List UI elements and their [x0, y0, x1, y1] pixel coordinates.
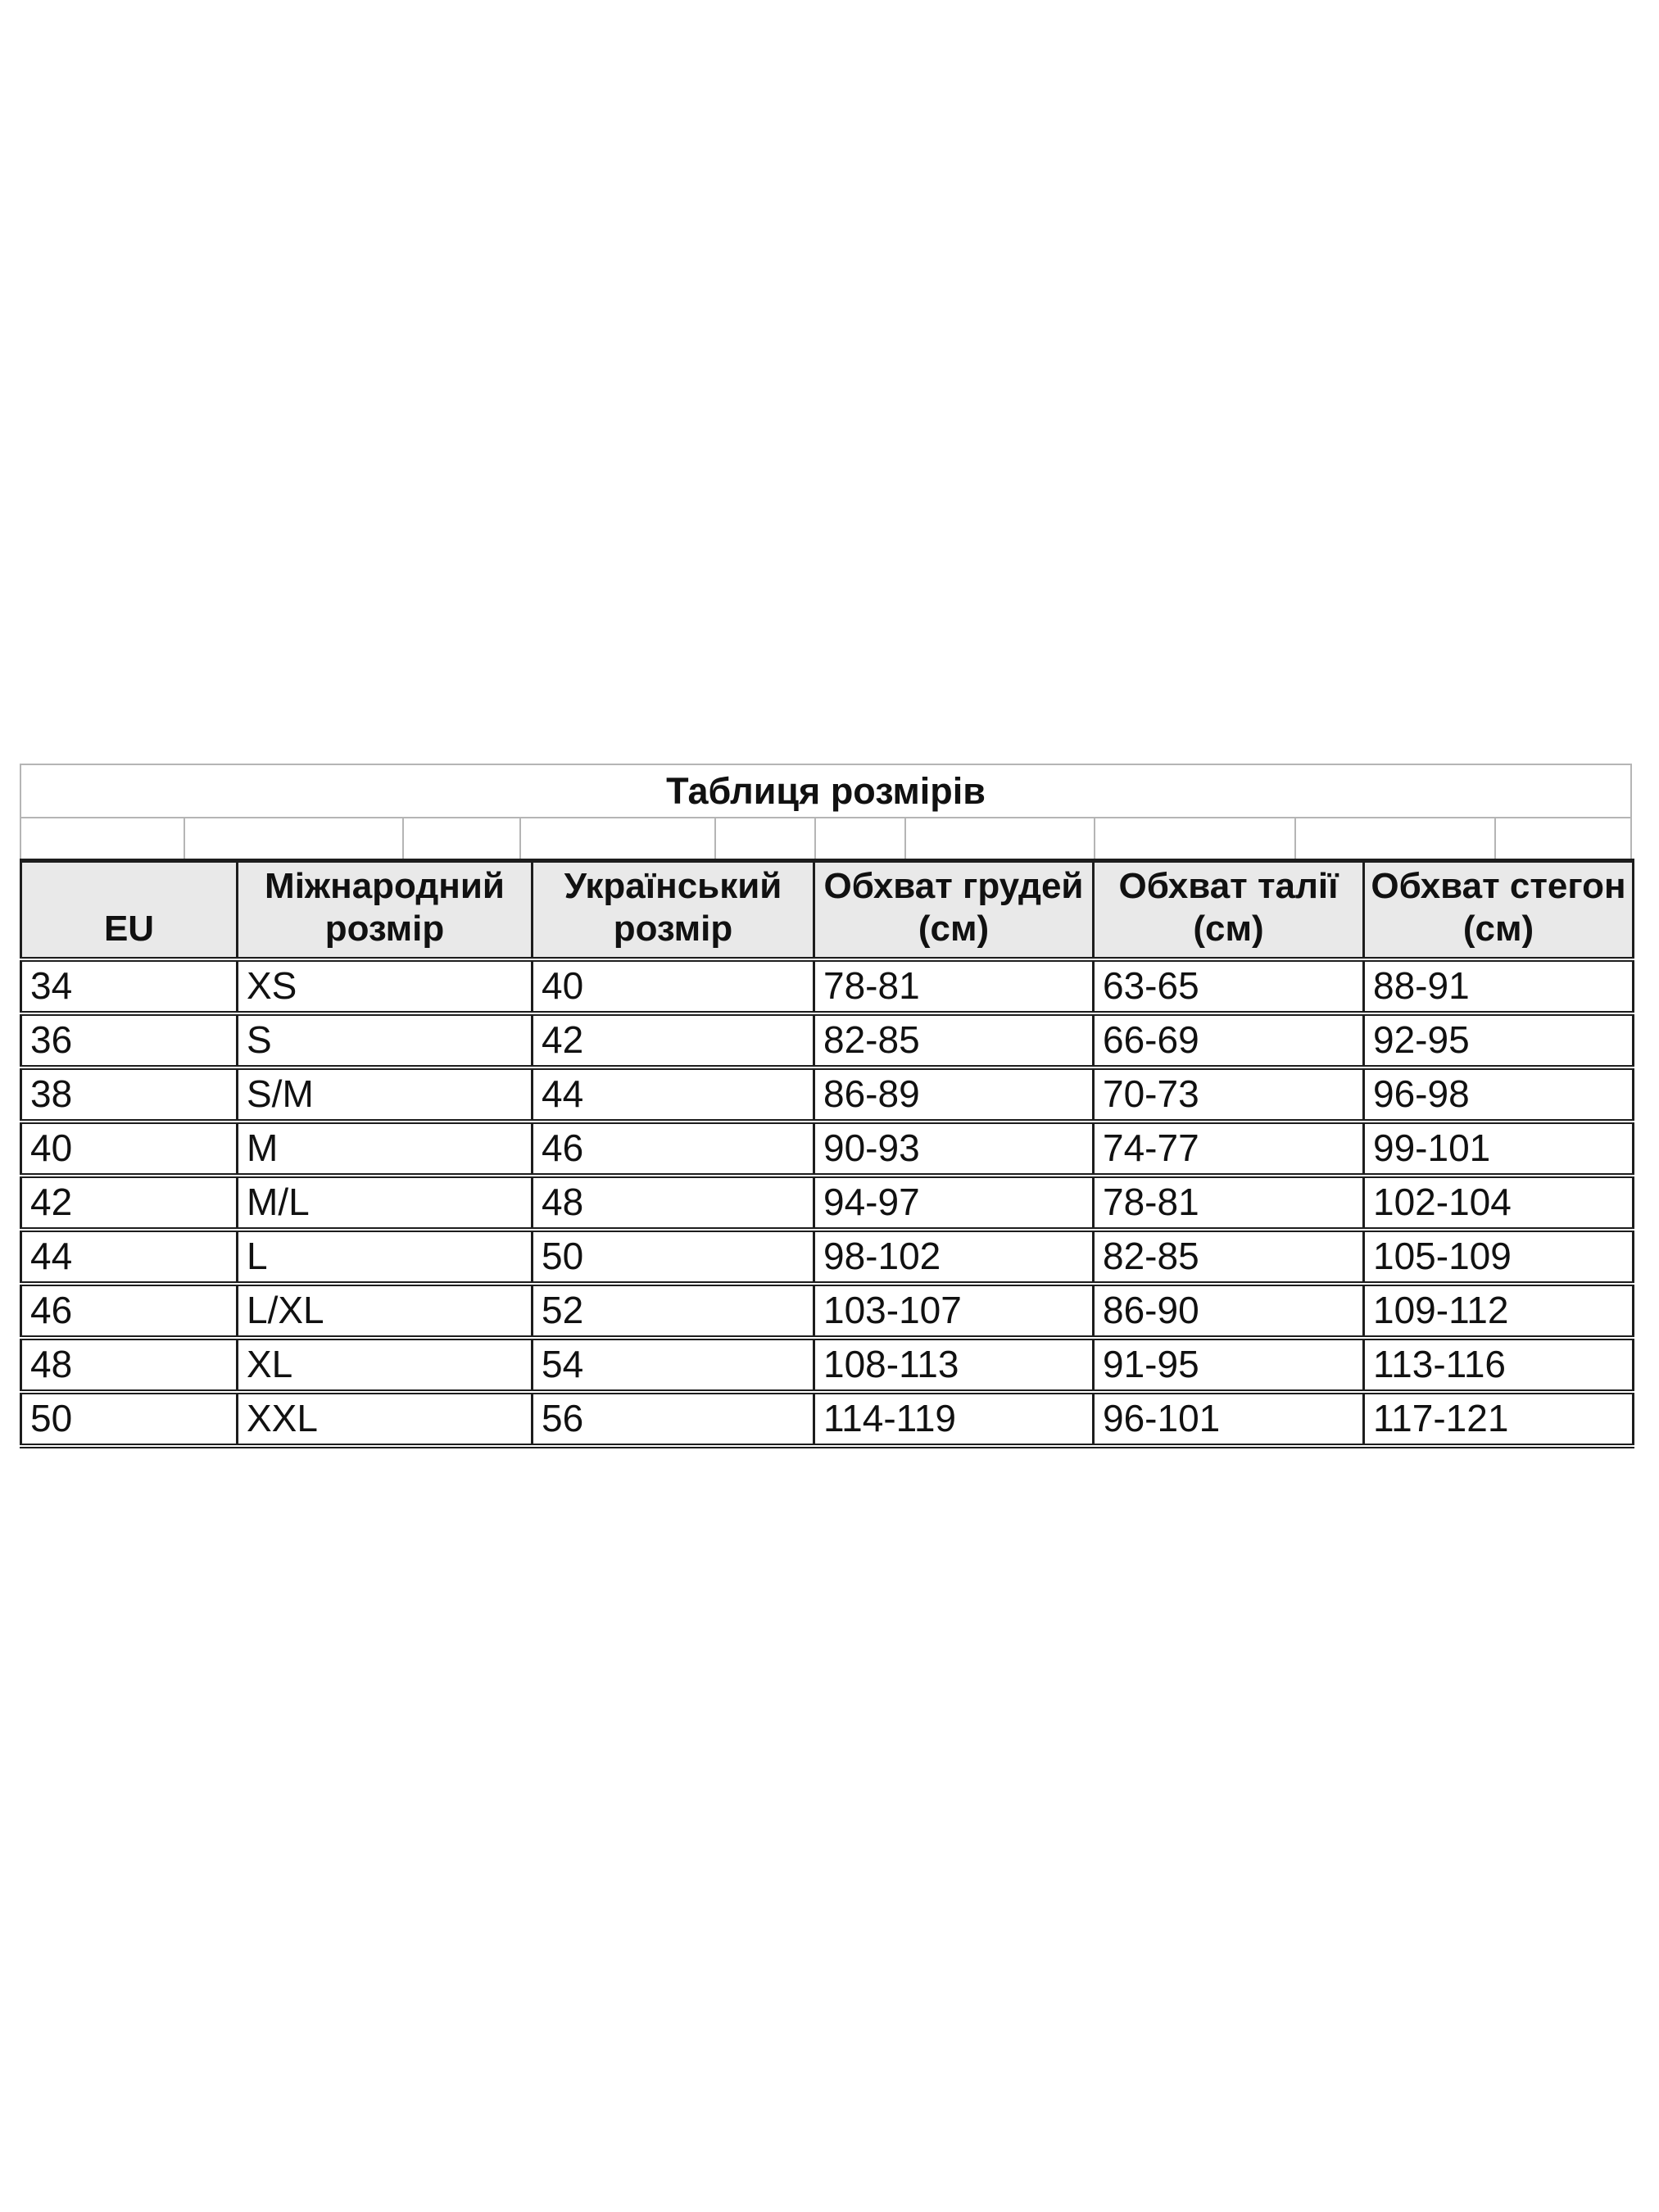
- table-cell: 98-102: [814, 1230, 1094, 1284]
- table-row-1: [21, 1013, 1634, 1067]
- table-cell: L/XL: [238, 1284, 533, 1338]
- table-cell: 48: [533, 1176, 814, 1230]
- table-cell: 42: [21, 1176, 238, 1230]
- header-cell-0: EU: [21, 861, 238, 959]
- grid-line: [402, 818, 404, 859]
- table-cell: 56: [533, 1392, 814, 1446]
- header-cell-5: Обхват стегон (см): [1364, 861, 1634, 959]
- table-cell: 99-101: [1364, 1122, 1634, 1176]
- table-cell: 117-121: [1364, 1392, 1634, 1446]
- table-cell: 66-69: [1094, 1013, 1364, 1067]
- grid-line: [904, 818, 906, 859]
- size-chart-title: Таблиця розмірів: [20, 764, 1632, 817]
- table-row-7: [21, 1338, 1634, 1392]
- table-cell: 108-113: [814, 1338, 1094, 1392]
- table-cell: 94-97: [814, 1176, 1094, 1230]
- table-cell: M/L: [238, 1176, 533, 1230]
- table-cell: 102-104: [1364, 1176, 1634, 1230]
- table-cell: 52: [533, 1284, 814, 1338]
- table-cell: 40: [21, 1122, 238, 1176]
- table-cell: L: [238, 1230, 533, 1284]
- table-row-6: [21, 1284, 1634, 1338]
- table-cell: 91-95: [1094, 1338, 1364, 1392]
- header-cell-1: Міжнародний розмір: [238, 861, 533, 959]
- table-cell: 38: [21, 1067, 238, 1122]
- table-cell: 44: [533, 1067, 814, 1122]
- table-cell: 82-85: [1094, 1230, 1364, 1284]
- table-row-3: [21, 1122, 1634, 1176]
- table-row-0: [21, 959, 1634, 1013]
- table-cell: 109-112: [1364, 1284, 1634, 1338]
- table-row-8: [21, 1392, 1634, 1446]
- table-cell: 74-77: [1094, 1122, 1364, 1176]
- size-chart-table: [20, 859, 1634, 1448]
- table-cell: 48: [21, 1338, 238, 1392]
- header-row: [21, 861, 1634, 959]
- table-cell: 50: [21, 1392, 238, 1446]
- table-cell: 46: [21, 1284, 238, 1338]
- header-cell-2: Український розмір: [533, 861, 814, 959]
- table-cell: 63-65: [1094, 959, 1364, 1013]
- grid-line: [714, 818, 716, 859]
- table-cell: 44: [21, 1230, 238, 1284]
- grid-line: [1094, 818, 1095, 859]
- table-cell: 96-101: [1094, 1392, 1364, 1446]
- table-cell: XL: [238, 1338, 533, 1392]
- table-row-4: [21, 1176, 1634, 1230]
- table-cell: 34: [21, 959, 238, 1013]
- grid-line: [519, 818, 521, 859]
- table-cell: 88-91: [1364, 959, 1634, 1013]
- table-cell: 114-119: [814, 1392, 1094, 1446]
- table-cell: 105-109: [1364, 1230, 1634, 1284]
- grid-line: [1294, 818, 1296, 859]
- spacer-row: [20, 817, 1632, 859]
- table-cell: XXL: [238, 1392, 533, 1446]
- grid-line: [1494, 818, 1496, 859]
- grid-line: [184, 818, 185, 859]
- header-cell-3: Обхват грудей (см): [814, 861, 1094, 959]
- table-row-5: [21, 1230, 1634, 1284]
- table-cell: 78-81: [814, 959, 1094, 1013]
- table-cell: 78-81: [1094, 1176, 1364, 1230]
- table-cell: 86-90: [1094, 1284, 1364, 1338]
- table-cell: 50: [533, 1230, 814, 1284]
- grid-line: [814, 818, 816, 859]
- table-cell: S/M: [238, 1067, 533, 1122]
- table-cell: 82-85: [814, 1013, 1094, 1067]
- table-cell: 96-98: [1364, 1067, 1634, 1122]
- table-cell: 40: [533, 959, 814, 1013]
- table-cell: M: [238, 1122, 533, 1176]
- table-cell: 103-107: [814, 1284, 1094, 1338]
- header-cell-4: Обхват талії (см): [1094, 861, 1364, 959]
- table-cell: 46: [533, 1122, 814, 1176]
- table-cell: 86-89: [814, 1067, 1094, 1122]
- table-row-2: [21, 1067, 1634, 1122]
- table-cell: 113-116: [1364, 1338, 1634, 1392]
- size-chart: [20, 764, 1632, 1448]
- table-cell: 54: [533, 1338, 814, 1392]
- table-cell: 70-73: [1094, 1067, 1364, 1122]
- table-cell: 90-93: [814, 1122, 1094, 1176]
- table-cell: 42: [533, 1013, 814, 1067]
- table-cell: 36: [21, 1013, 238, 1067]
- table-cell: S: [238, 1013, 533, 1067]
- table-cell: 92-95: [1364, 1013, 1634, 1067]
- table-cell: XS: [238, 959, 533, 1013]
